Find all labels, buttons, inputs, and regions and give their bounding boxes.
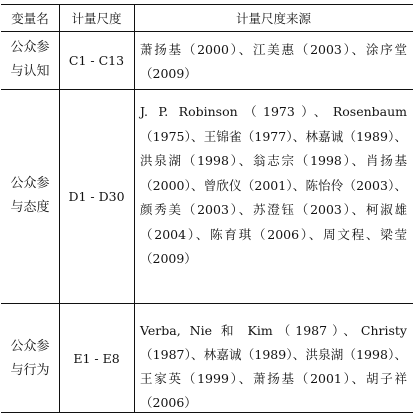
variable-cognition: 公众参与认知	[10, 40, 50, 79]
header-source: 计量尺度来源	[235, 11, 311, 26]
scale-attitude: D1 - D30	[68, 188, 125, 204]
source-behavior: Verba, Nie 和 Kim（1987）、Christy（1987）、林嘉诚（1989）、洪泉湖（1998）、王家英（1999）、萧扬基（2001）、胡子祥（2006）	[140, 323, 407, 410]
header-scale: 计量尺度	[71, 11, 122, 26]
source-cognition: 萧扬基（2000）、江美惠（2003）、涂序堂（2009）	[140, 42, 407, 81]
scale-behavior: E1 - E8	[73, 351, 120, 366]
variable-behavior: 公众参与行为	[10, 338, 50, 378]
table-frame	[1, 4, 413, 413]
scale-cognition: C1 - C13	[68, 52, 125, 68]
source-attitude: J. P. Robinson（1973）、Rosenbaum（1975）、王锦雀（1977）、林嘉诚（1989）、洪泉湖（1998）、翁志宗（1998）、肖扬基（2000）、曾欣仪（2001）、陈怡伶（2003）、颜秀美（2003）、苏澄钰（2003）、柯淑雄（2004）、陈育琪（2006）、周文程、梁莹（2009）	[140, 104, 407, 266]
variable-attitude: 公众参与态度	[10, 176, 50, 215]
header-variable: 变量名	[11, 11, 49, 26]
